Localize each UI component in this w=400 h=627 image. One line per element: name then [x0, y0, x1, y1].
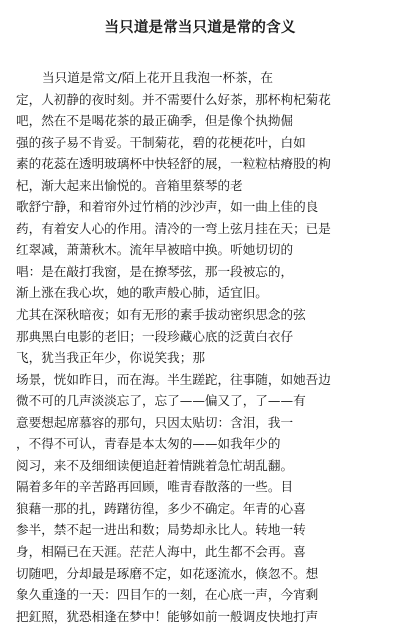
paragraph-line: 狼藉一那的扎，踌躇彷徨，多少不确定。年青的心喜 — [16, 500, 306, 516]
paragraph-line: 切随吧，分却最是琢磨不定，如花逐流水，倏忽不。想 — [16, 565, 319, 581]
paragraph-line: 象久重逢的一天：四目乍的一刻，在心底一声，今宵剩 — [16, 587, 319, 603]
paragraph-line: 微不可的几声淡淡忘了，忘了——偏又了，了——有 — [16, 393, 306, 409]
paragraph-line: 隔着多年的辛苦路再回顾，唯青春散落的一些。目 — [16, 479, 294, 495]
paragraph-line: 素的花蕊在透明玻璃杯中快轻舒的展，一粒粒枯瘠股的枸 — [16, 156, 331, 172]
paragraph-line: 参半，禁不起一进出和数；局势却永比人。转地一转 — [16, 522, 306, 538]
paragraph-line: 阅习，来不及细细读便追赶着情跳着急忙胡乱翻。 — [16, 457, 294, 473]
paragraph-line: 红翠减，萧萧秋木。流年早被暗中换。听她切切的 — [16, 242, 294, 258]
paragraph-line: 尤其在深秋暗夜；如有无形的素手拔动密织思念的弦 — [16, 307, 306, 323]
paragraph-line: 把釭照，犹恐相逢在梦中！能够如前一般调皮快地打声 — [16, 608, 319, 624]
paragraph-line: ，不得不可认，青春是本太匆的——如我年少的 — [16, 436, 281, 452]
paragraph-line: 那典黑白电影的老旧；一段珍藏心底的泛黄白衣仔 — [16, 328, 294, 344]
paragraph-line: 意要想起席慕容的那句，只因太贴切：含泪，我一 — [16, 414, 294, 430]
paragraph-line: 吧，然在不是喝花茶的最正确季，但是像个执拗倔 — [16, 113, 294, 129]
paragraph-line: 定，人初静的夜时刻。并不需要什么好茶，那杯枸杞菊花 — [16, 91, 331, 107]
paragraph-line: 杞，渐大起来出愉悦的。音箱里蔡琴的老 — [16, 177, 243, 193]
paragraph-line: 飞，犹当我正年少，你说笑我；那 — [16, 350, 205, 366]
paragraph-line: 唱：是在敲打我窗，是在撩琴弦，那一段被忘的， — [16, 263, 294, 279]
paragraph-line: 药，有着安人心的作用。清冷的一弯上弦月挂在天；已是 — [16, 220, 331, 236]
paragraph-line: 场景，恍如昨日，而在海。半生蹉跎，往事随，如她吾边 — [16, 371, 331, 387]
document-body — [16, 67, 388, 627]
paragraph-line: 当只道是常文/陌上花开且我泡一杯茶，在 — [42, 70, 273, 85]
paragraph-line: 歌舒宁静，和着帘外过竹梢的沙沙声，如一曲上佳的良 — [16, 199, 319, 215]
paragraph-line: 身，相隔已在天涯。茫茫人海中，此生都不会再。喜 — [16, 544, 306, 560]
document-title: 当只道是常当只道是常的含义 — [104, 20, 296, 36]
paragraph-line: 强的孩子易不肯妥。干制菊花，碧的花梗花叶，白如 — [16, 134, 306, 150]
paragraph-line: 渐上涨在我心坎，她的歌声般心肺，适宜旧。 — [16, 285, 268, 301]
